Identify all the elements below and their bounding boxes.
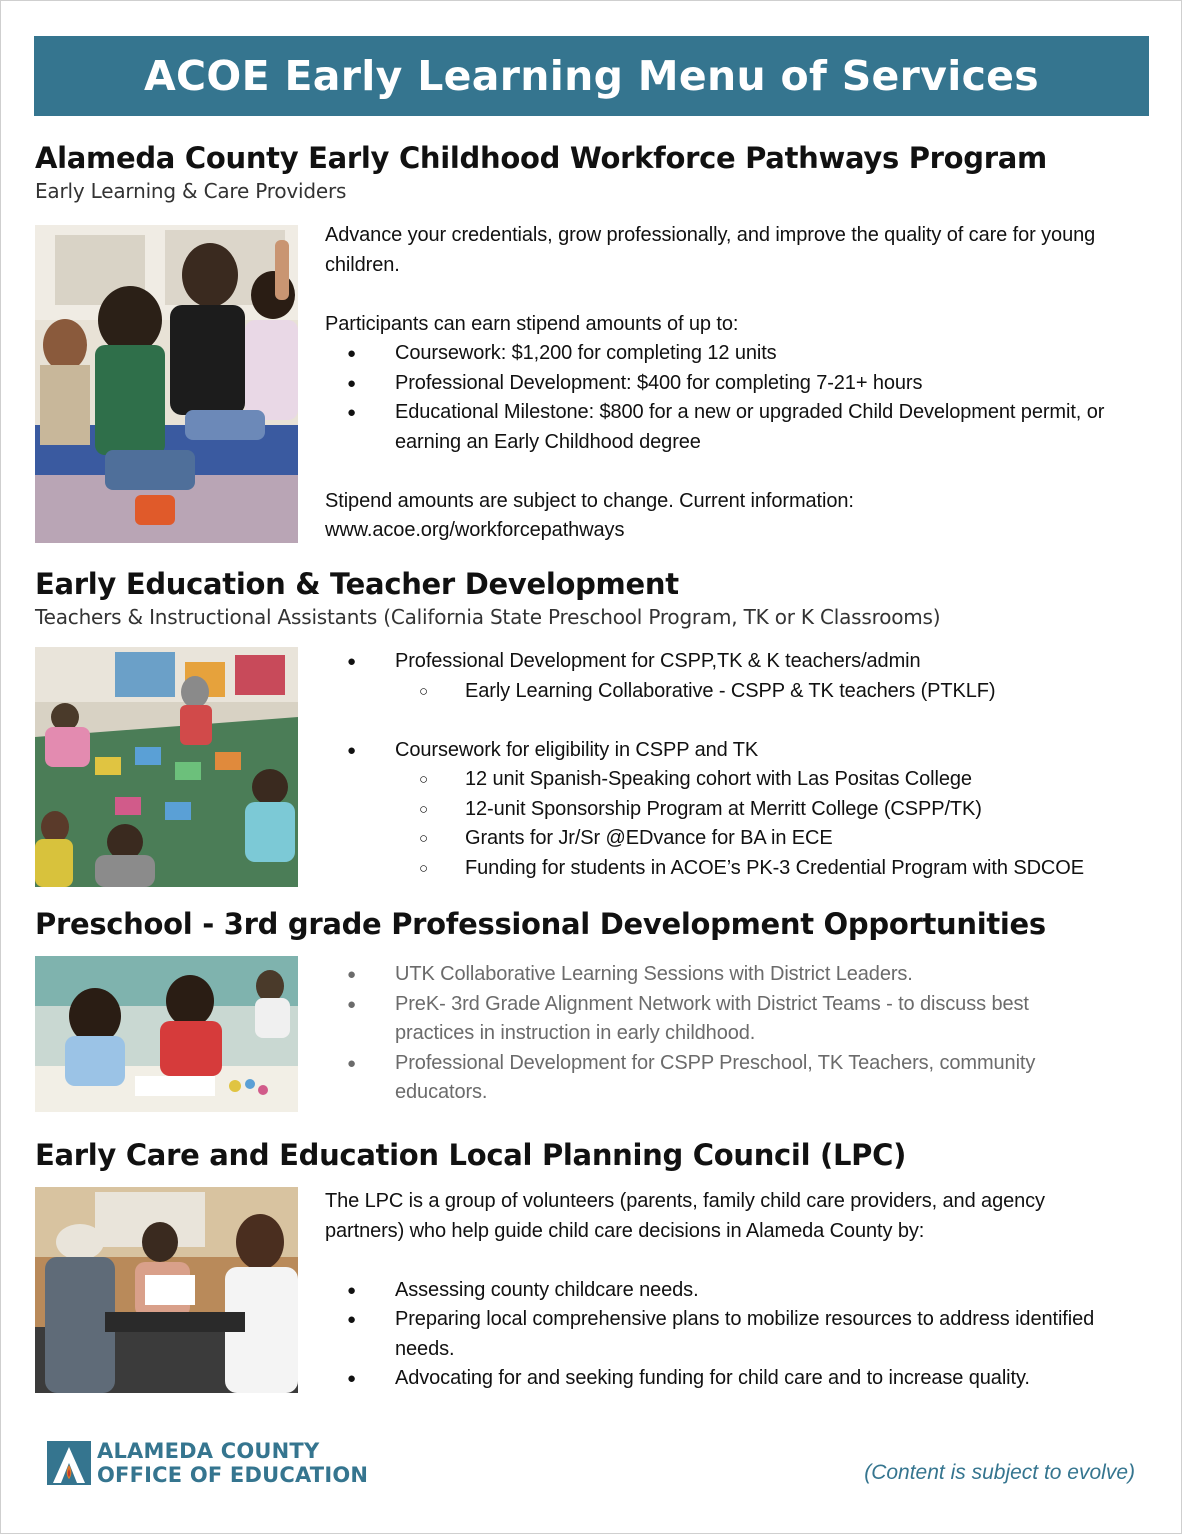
list-item: ● Assessing county childcare needs.	[325, 1276, 1125, 1306]
section-teacher-development	[35, 567, 1150, 879]
list-item: ○ Early Learning Collaborative - CSPP & TK teachers (PTKLF)	[395, 677, 1155, 707]
photo-council-meeting	[35, 1187, 298, 1393]
lpc-list	[325, 1276, 1125, 1394]
coursework-sublist	[325, 765, 1155, 883]
section-body	[325, 960, 1085, 1108]
list-item: ○ 12 unit Spanish-Speaking cohort with Las Positas College	[395, 765, 1155, 795]
acoe-logo	[45, 1439, 368, 1487]
acoe-logo-icon	[45, 1439, 93, 1487]
logo-wordmark	[97, 1439, 368, 1487]
section-subtitle: Teachers & Instructional Assistants (California State Preschool Program, TK or K Classrooms)	[35, 605, 941, 629]
list-item: ● UTK Collaborative Learning Sessions with District Leaders.	[325, 960, 1085, 990]
list-item: ● Educational Milestone: $800 for a new or upgraded Child Development permit, or earning an Early Childhood degree	[325, 398, 1125, 457]
closing-text: Stipend amounts are subject to change. Current information:	[325, 489, 854, 512]
list-item: ● Professional Development for CSPP,TK & K teachers/admin	[325, 647, 1155, 677]
stipend-list	[325, 339, 1125, 457]
section-body	[325, 1187, 1125, 1394]
list-item: ○ Funding for students in ACOE’s PK-3 Credential Program with SDCOE	[395, 854, 1155, 884]
list-item: ● Professional Development: $400 for completing 7-21+ hours	[325, 369, 1125, 399]
workforce-link[interactable]: www.acoe.org/workforcepathways	[325, 519, 625, 541]
list-item: ● Coursework for eligibility in CSPP and TK	[325, 736, 1155, 766]
list-item: ● Coursework: $1,200 for completing 12 units	[325, 339, 1125, 369]
section-body	[325, 647, 1155, 883]
section-prek3-pd	[35, 907, 1150, 1103]
section-lpc	[35, 1138, 1150, 1389]
intro-text: Advance your credentials, grow professionally, and improve the quality of care for young children.	[325, 224, 1096, 276]
footer-note: (Content is subject to evolve)	[864, 1461, 1135, 1484]
intro-text: The LPC is a group of volunteers (parents, family child care providers, and agency partners) who help guide child care decisions in Alameda County by:	[325, 1190, 1045, 1242]
coursework-list	[325, 736, 1155, 766]
list-item: ● Advocating for and seeking funding for child care and to increase quality.	[325, 1364, 1125, 1394]
list-item: ○ Grants for Jr/Sr @EDvance for BA in ECE	[395, 824, 1155, 854]
page-title: ACOE Early Learning Menu of Services	[144, 52, 1039, 100]
pd-sublist	[325, 677, 1155, 707]
section-workforce-pathways	[35, 141, 1150, 541]
logo-line-2: OFFICE OF EDUCATION	[97, 1463, 369, 1487]
lead-text: Participants can earn stipend amounts of up to:	[325, 312, 739, 335]
list-item: ● Professional Development for CSPP Preschool, TK Teachers, community educators.	[325, 1049, 1085, 1108]
section-title: Alameda County Early Childhood Workforce Pathways Program	[35, 141, 1047, 175]
list-item: ○ 12-unit Sponsorship Program at Merritt College (CSPP/TK)	[395, 795, 1155, 825]
photo-children-circle-time	[35, 225, 298, 543]
pd-opportunities-list	[325, 960, 1085, 1108]
photo-classroom-rug	[35, 647, 298, 887]
pd-list	[325, 647, 1155, 677]
section-title: Early Care and Education Local Planning Council (LPC)	[35, 1138, 907, 1172]
section-body	[325, 221, 1125, 546]
section-subtitle: Early Learning & Care Providers	[35, 179, 347, 203]
list-item: ● Preparing local comprehensive plans to mobilize resources to address identified needs.	[325, 1305, 1125, 1364]
logo-line-1: ALAMEDA COUNTY	[97, 1439, 320, 1463]
section-title: Preschool - 3rd grade Professional Development Opportunities	[35, 907, 1046, 941]
section-title: Early Education & Teacher Development	[35, 567, 679, 601]
header-banner	[34, 36, 1149, 116]
list-item: ● PreK- 3rd Grade Alignment Network with District Teams - to discuss best practices in instruction in early childhood.	[325, 990, 1085, 1049]
photo-children-crafts	[35, 956, 298, 1112]
